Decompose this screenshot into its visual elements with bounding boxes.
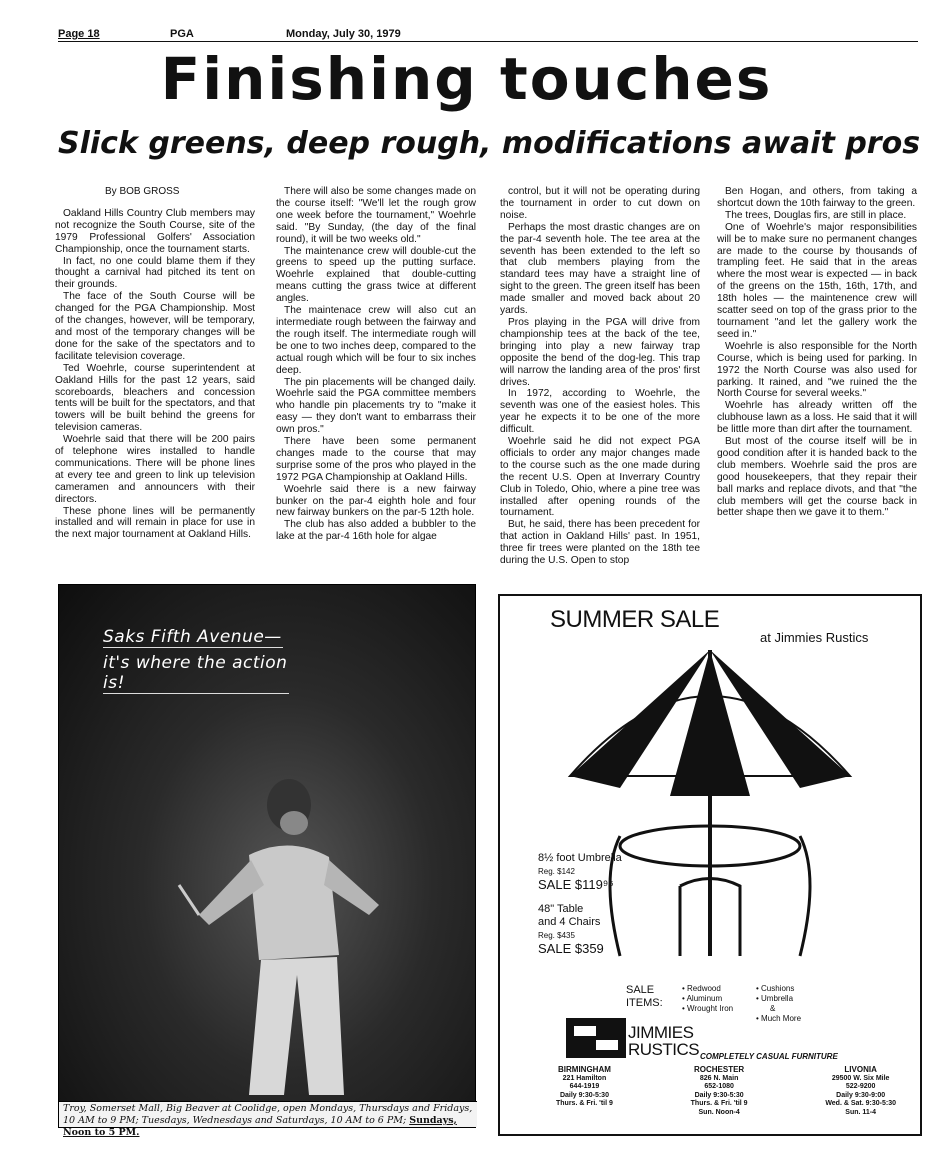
paragraph: The maintenance crew will double-cut the greens to speed up the putting surface. Woehrle explained that double-cutting means cutting the grass twice at different angles. <box>276 245 476 305</box>
headline: Finishing touches <box>160 45 773 113</box>
byline: By BOB GROSS <box>105 186 180 197</box>
sale-items-list-1: • Redwood • Aluminum • Wrought Iron <box>682 984 734 1013</box>
article-column-4 <box>717 186 917 519</box>
store-logo-text: JIMMIES RUSTICS <box>628 1023 700 1059</box>
masthead <box>58 28 918 42</box>
ad-slogan-line-2: it's where the action is! <box>103 653 288 693</box>
paragraph: There will also be some changes made on the course itself: "We'll let the rough grow one week before the tournament," Woehrle said. "By Sunday, (the day of the final round), it will be two weeks old." <box>276 186 476 245</box>
price-list: 8½ foot Umbrella Reg. $142 SALE $119⁹⁵ 48" Table and 4 Chairs Reg. $435 SALE $359 <box>538 852 622 956</box>
paragraph: The pin placements will be changed daily. Woehrle said the PGA committee members who handle pin placements try to "make it easy — they don't want to embarrass their own pros." <box>276 376 476 436</box>
store-birmingham: BIRMINGHAM 221 Hamilton 644-1919 Daily 9:30-5:30 Thurs. & Fri. 'til 9 <box>556 1065 613 1107</box>
subheadline: Slick greens, deep rough, modifications await pros <box>58 126 921 161</box>
paragraph: Oakland Hills Country Club members may not recognize the South Course, site of the 1979 Professional Golfers' Association Championship, once the tournament starts. <box>55 207 255 255</box>
golfer-photo <box>179 765 419 1095</box>
paragraph: Perhaps the most drastic changes are on the par-4 seventh hole. The tee area at the seventh has been extended to the left so that club members playing from the standard tees may have a straight line of sight to the green. The green itself has been made smaller and moved back about 20 yards. <box>500 221 700 317</box>
paragraph: The maintenace crew will also cut an intermediate rough between the fairway and the rough itself. The intermediate rough will be one to two inches deep, compared to the actual rough which will be four to six inches deep. <box>276 305 476 376</box>
paragraph: Ben Hogan, and others, from taking a shortcut down the 10th fairway to the green. <box>717 186 917 209</box>
section-name: PGA <box>170 28 194 40</box>
paragraph: In 1972, according to Woehrle, the seventh was one of the easiest holes. This year he expects it to be one of the more difficult. <box>500 388 700 436</box>
paragraph: The face of the South Course will be changed for the PGA Championship. Most of the changes, however, will be temporary, and most of the temporary changes will be done for the sake of the spectators and to facilitate television coverage. <box>55 291 255 362</box>
paragraph: Woehrle said that there will be 200 pairs of telephone wires installed to handle communications. There will be phone lines at every tee and green to link up television cameramen and announcers with their directors. <box>55 434 255 505</box>
sale-subtitle: at Jimmies Rustics <box>760 630 869 645</box>
paragraph: Woehrle is also responsible for the North Course, which is being used for parking. In 1972 the North Course was also used for parking. It rained, and "we ruined the the North Course for several weeks." <box>717 340 917 400</box>
paragraph: The trees, Douglas firs, are still in place. <box>725 209 907 221</box>
sale-title: SUMMER SALE <box>550 606 720 633</box>
article-column-2 <box>276 186 476 543</box>
paragraph: But most of the course itself will be in good condition after it is handed back to the club members. Woehrle said the pros are good housekeepers, that they repair their ball marks and replace divots, and that "the club members will get the course back in better shape then we gave it to them." <box>717 436 917 519</box>
sale-items-list-2: • Cushions • Umbrella & • Much More <box>756 984 802 1023</box>
paragraph: The club has also added a bubbler to the lake at the par-4 16th hole for algae <box>276 519 476 543</box>
paragraph: Pros playing in the PGA will drive from championship tees at the back of the tee, bringing into play a new fairway trap opposite the bend of the dog-leg. This trap will narrow the landing area of the pros' first drives. <box>500 316 700 388</box>
paragraph: These phone lines will be permanently installed and will remain in place for use in the next major tournament at Oakland Hills. <box>55 505 255 541</box>
paragraph: Ted Woehrle, course superintendent at Oakland Hills for the past 12 years, said scoreboards, bleachers and concession tents will be built for the spectators, and that towers will be built behind the greens for television cameras. <box>55 362 255 434</box>
paragraph: In fact, no one could blame them if they thought a carnival had pitched its tent on their grounds. <box>55 255 255 291</box>
store-locations <box>556 1066 896 1117</box>
jimmies-rustics-logo-icon <box>566 1018 626 1058</box>
store-hours-caption: Troy, Somerset Mall, Big Beaver at Coolidge, open Mondays, Thursdays and Fridays, 10 AM to 9 PM; Tuesdays, Wednesdays and Saturdays, 10 AM to 6 PM; Sundays, Noon to 5 PM. <box>59 1101 477 1127</box>
paragraph: There have been some permanent changes made to the course that may surprise some of the pros who played in the 1972 PGA Championship at Oakland Hills. <box>276 436 476 483</box>
paragraph: Woehrle said he did not expect PGA officials to order any major changes made to the course such as the one made during the recent U.S. Open at Inverrary Country Club in Toledo, Ohio, where a pine tree was installed after opening rounds of the tournament. <box>500 436 700 519</box>
ad-slogan-line-1: Saks Fifth Avenue— <box>103 627 282 647</box>
paragraph: But, he said, there has been precedent for that action in Oakland Hills' past. In 1951, three fir trees were planted on the 18th tee during the U.S. Open to stop <box>500 519 700 567</box>
paragraph: Woehrle has already written off the clubhouse lawn as a loss. He said that it will be little more than dirt after the tournament. <box>717 400 917 436</box>
paragraph: One of Woehrle's major responsibilities will be to make sure no permanent changes are made to the course by thousands of trampling feet. He said that in the areas where the most wear is expected — in back of the greens on the 15th, 16th, 17th, and 18th holes — the maintenence crew will scatter seed on top of the grass prior to the tournament "and let the gallery work the seed in." <box>717 221 917 340</box>
store-tagline: COMPLETELY CASUAL FURNITURE <box>700 1052 838 1061</box>
paragraph: Woehrle said there is a new fairway bunker on the par-4 eighth hole and four new fairway bunkers on the par-5 12th hole. <box>276 483 476 519</box>
summer-sale-advertisement <box>498 594 922 1136</box>
article-column-1 <box>55 186 255 541</box>
saks-advertisement <box>58 584 476 1138</box>
store-livonia: LIVONIA 29500 W. Six Mile 522-9200 Daily 9:30-9:00 Wed. & Sat. 9:30-5:30 Sun. 11-4 <box>825 1065 896 1116</box>
page-number: Page 18 <box>58 28 100 40</box>
store-rochester: ROCHESTER 826 N. Main 652-1080 Daily 9:30-5:30 Thurs. & Fri. 'til 9 Sun. Noon-4 <box>690 1065 748 1116</box>
article-column-3 <box>500 186 700 567</box>
issue-date: Monday, July 30, 1979 <box>286 28 401 40</box>
sale-items-label: SALE ITEMS: <box>626 984 663 1009</box>
paragraph: control, but it will not be operating during the tournament in order to cut down on noise. <box>500 186 700 221</box>
